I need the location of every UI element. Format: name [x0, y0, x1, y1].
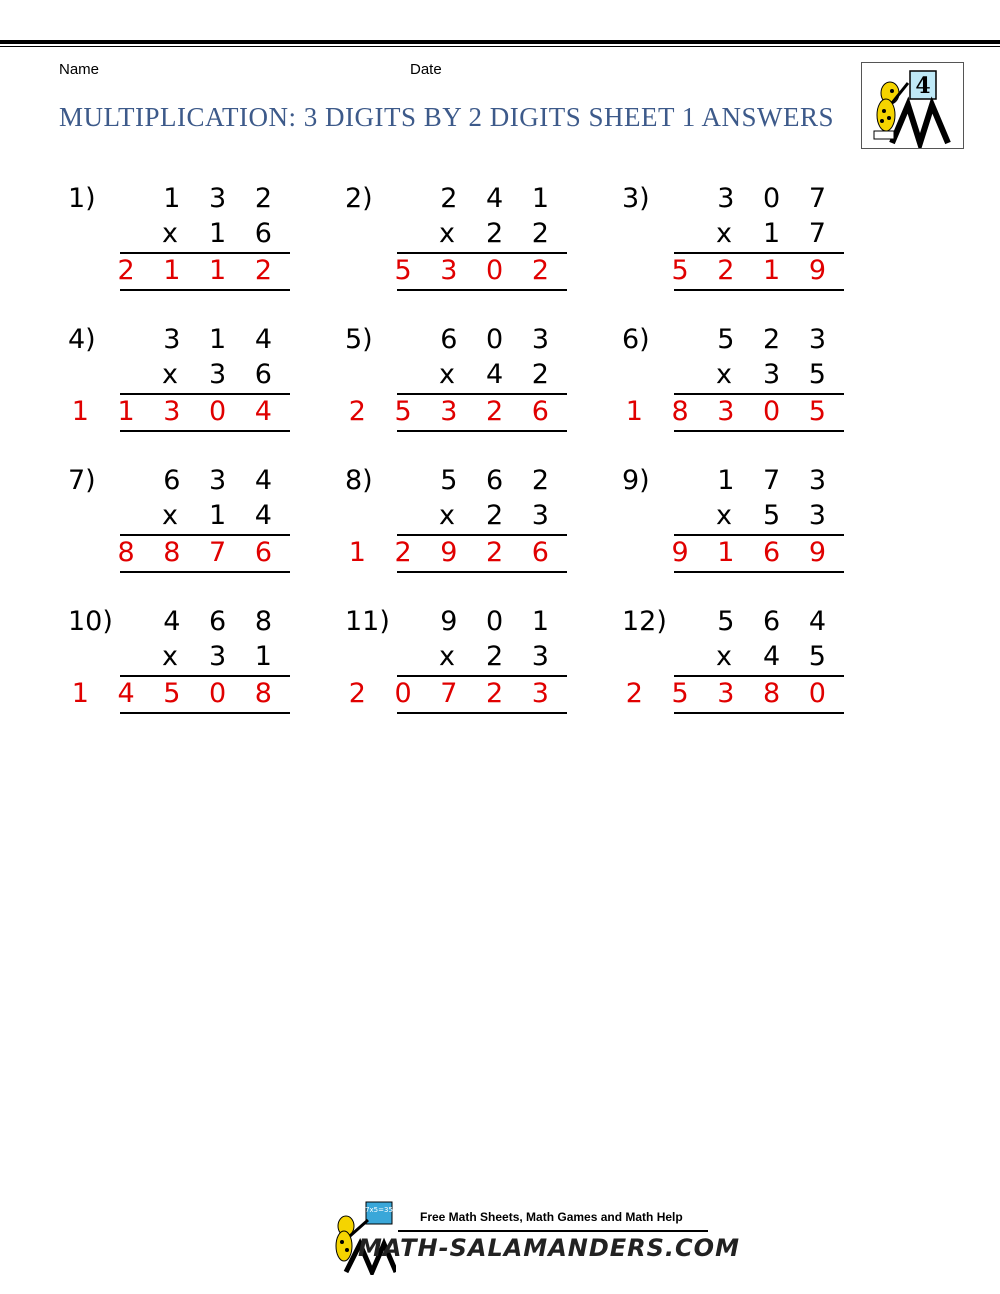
multiplicand-row: [397, 606, 567, 642]
problem-number: 2): [345, 183, 373, 214]
problem-8: [345, 465, 585, 585]
times-sign: x: [162, 500, 178, 531]
answer-rule-top: [674, 252, 844, 254]
top-rule: [0, 40, 1000, 44]
multiplier-row: [397, 218, 567, 254]
problem-9: [622, 465, 862, 585]
problem-number: 5): [345, 324, 373, 355]
answer-rule-top: [397, 393, 567, 395]
multiplier-row: [120, 359, 290, 395]
multiplicand-row: [674, 324, 844, 360]
answer-rule-bottom: [397, 289, 567, 291]
times-sign: x: [162, 641, 178, 672]
answer-row: [625, 396, 844, 432]
multiplier: 1 4: [209, 500, 282, 531]
multiplier: 1 6: [209, 218, 282, 249]
name-label: Name: [59, 61, 100, 78]
answer-rule-bottom: [674, 571, 844, 573]
answer-rule-bottom: [120, 712, 290, 714]
multiplicand-row: [120, 465, 290, 501]
top-rule-thin: [0, 46, 1000, 47]
multiplicand: 6 0 3: [440, 324, 559, 355]
answer-rule-bottom: [674, 430, 844, 432]
answer: 1 1 3 0 4: [71, 396, 282, 427]
problem-number: 9): [622, 465, 650, 496]
times-sign: x: [439, 641, 455, 672]
multiplicand-row: [674, 183, 844, 219]
times-sign: x: [162, 218, 178, 249]
answer-rule-bottom: [120, 289, 290, 291]
multiplier-row: [397, 641, 567, 677]
answer-rule-bottom: [674, 712, 844, 714]
problem-number: 3): [622, 183, 650, 214]
multiplier-row: [397, 359, 567, 395]
problem-number: 6): [622, 324, 650, 355]
multiplier: 3 1: [209, 641, 282, 672]
multiplicand: 5 2 3: [717, 324, 836, 355]
answer-rule-top: [120, 534, 290, 536]
answer: 8 8 7 6: [117, 537, 282, 568]
problem-number: 4): [68, 324, 96, 355]
answer-rule-top: [397, 534, 567, 536]
page-title: MULTIPLICATION: 3 DIGITS BY 2 DIGITS SHEET 1 ANSWERS: [59, 102, 835, 132]
problem-11: [345, 606, 585, 726]
problem-number: 1): [68, 183, 96, 214]
answer-row: [671, 537, 844, 573]
problem-number: 11): [345, 606, 390, 637]
multiplier-row: [120, 218, 290, 254]
problem-number: 8): [345, 465, 373, 496]
answer: 1 4 5 0 8: [71, 678, 282, 709]
problem-2: [345, 183, 585, 303]
multiplier-row: [674, 500, 844, 536]
answer: 1 2 9 2 6: [348, 537, 559, 568]
answer-rule-top: [120, 252, 290, 254]
times-sign: x: [716, 218, 732, 249]
multiplicand: 3 0 7: [717, 183, 836, 214]
multiplier: 4 2: [486, 359, 559, 390]
multiplier-row: [674, 641, 844, 677]
answer: 2 1 1 2: [117, 255, 282, 286]
multiplier-row: [674, 218, 844, 254]
footer: [326, 1200, 740, 1275]
multiplicand-row: [674, 465, 844, 501]
answer: 1 8 3 0 5: [625, 396, 836, 427]
footer-tagline: Free Math Sheets, Math Games and Math Help: [420, 1210, 683, 1224]
multiplicand-row: [120, 324, 290, 360]
multiplicand: 5 6 4: [717, 606, 836, 637]
answer-rule-top: [674, 534, 844, 536]
problem-5: [345, 324, 585, 444]
multiplicand: 5 6 2: [440, 465, 559, 496]
times-sign: x: [439, 500, 455, 531]
multiplicand: 4 6 8: [163, 606, 282, 637]
problem-number: 10): [68, 606, 113, 637]
multiplicand-row: [397, 324, 567, 360]
times-sign: x: [439, 218, 455, 249]
multiplicand: 9 0 1: [440, 606, 559, 637]
date-label: Date: [410, 61, 442, 78]
answer-row: [117, 537, 290, 573]
answer: 9 1 6 9: [671, 537, 836, 568]
answer-rule-top: [120, 393, 290, 395]
answer-row: [71, 678, 290, 714]
multiplier-row: [397, 500, 567, 536]
answer: 5 3 0 2: [394, 255, 559, 286]
answer-rule-bottom: [674, 289, 844, 291]
answer-rule-top: [674, 393, 844, 395]
times-sign: x: [716, 359, 732, 390]
grade-logo: [861, 62, 964, 149]
multiplicand-row: [120, 606, 290, 642]
multiplier: 4 5: [763, 641, 836, 672]
answer-row: [671, 255, 844, 291]
answer-row: [348, 537, 567, 573]
times-sign: x: [716, 500, 732, 531]
multiplicand-row: [397, 183, 567, 219]
multiplicand: 1 3 2: [163, 183, 282, 214]
multiplicand-row: [397, 465, 567, 501]
multiplier-row: [120, 641, 290, 677]
footer-url[interactable]: MATH-SALAMANDERS.COM: [358, 1234, 740, 1262]
multiplier: 3 6: [209, 359, 282, 390]
answer-row: [625, 678, 844, 714]
answer-rule-bottom: [397, 430, 567, 432]
multiplicand: 3 1 4: [163, 324, 282, 355]
multiplicand-row: [674, 606, 844, 642]
salamander-logo-icon: [862, 63, 963, 148]
problem-number: 7): [68, 465, 96, 496]
multiplicand: 1 7 3: [717, 465, 836, 496]
multiplier: 2 3: [486, 500, 559, 531]
times-sign: x: [716, 641, 732, 672]
multiplier: 3 5: [763, 359, 836, 390]
answer-row: [117, 255, 290, 291]
answer-row: [394, 255, 567, 291]
problem-number: 12): [622, 606, 667, 637]
answer-rule-top: [120, 675, 290, 677]
multiplier-row: [120, 500, 290, 536]
times-sign: x: [439, 359, 455, 390]
answer: 2 0 7 2 3: [348, 678, 559, 709]
multiplier: 2 2: [486, 218, 559, 249]
problem-1: [68, 183, 308, 303]
answer-row: [71, 396, 290, 432]
problem-6: [622, 324, 862, 444]
answer-row: [348, 678, 567, 714]
footer-rule: [398, 1230, 708, 1232]
times-sign: x: [162, 359, 178, 390]
problem-7: [68, 465, 308, 585]
problem-10: [68, 606, 308, 726]
answer-rule-top: [674, 675, 844, 677]
multiplier: 1 7: [763, 218, 836, 249]
multiplier-row: [674, 359, 844, 395]
answer: 5 2 1 9: [671, 255, 836, 286]
answer: 2 5 3 2 6: [348, 396, 559, 427]
answer-rule-top: [397, 675, 567, 677]
answer: 2 5 3 8 0: [625, 678, 836, 709]
problem-12: [622, 606, 862, 726]
multiplicand-row: [120, 183, 290, 219]
answer-rule-top: [397, 252, 567, 254]
multiplicand: 2 4 1: [440, 183, 559, 214]
answer-rule-bottom: [120, 430, 290, 432]
answer-rule-bottom: [120, 571, 290, 573]
multiplier: 5 3: [763, 500, 836, 531]
footer-logo-text: 7x5=35: [365, 1206, 393, 1214]
problem-3: [622, 183, 862, 303]
grade-number: 4: [915, 73, 931, 99]
answer-row: [348, 396, 567, 432]
answer-rule-bottom: [397, 571, 567, 573]
answer-rule-bottom: [397, 712, 567, 714]
multiplier: 2 3: [486, 641, 559, 672]
problem-4: [68, 324, 308, 444]
multiplicand: 6 3 4: [163, 465, 282, 496]
